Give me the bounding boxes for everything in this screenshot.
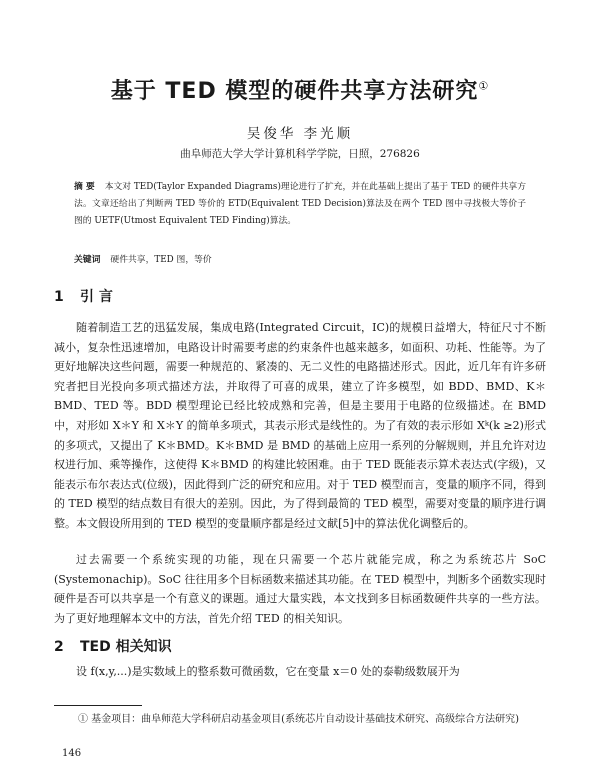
affiliation: 曲阜师范大学大学计算机科学学院，日照，276826 [180, 148, 420, 160]
section-heading-ted [54, 636, 172, 656]
author-list: 吴俊华 李光顺 [246, 126, 354, 142]
footnote-rule [54, 705, 142, 706]
section-number: 1 [54, 289, 64, 305]
footnote: ① 基金项目：曲阜师范大学科研启动基金项目(系统芯片自动设计基础技术研究、高级综合方法研究) [78, 714, 519, 725]
abstract [74, 179, 526, 230]
section-heading-intro [54, 286, 113, 306]
page-number: 146 [62, 748, 82, 759]
section-title: TED 相关知识 [80, 639, 172, 655]
body-paragraph-2: 过去需要一个系统实现的功能，现在只需要一个芯片就能完成，称之为系统芯片 SoC (Systemonachip)。SoC 往往用多个目标函数来描述其功能。在 TED 模型中，判断多个函数实现时硬件是否可以共享是一个有意义的课题。通过大量实践，本文找到多目标函数硬件共享的一些方法。为了更好地理解本文中的方法，首先介绍 TED 的相关知识。 [54, 553, 546, 625]
title-footnote-mark: ① [478, 79, 490, 93]
body-paragraph-3: 设 f(x,y,...)是实数域上的整系数可微函数，它在变量 x＝0 处的泰勒级数展开为 [76, 665, 460, 678]
keywords-text: 硬件共享，TED 图，等价 [110, 255, 212, 265]
body-paragraph-1: 随着制造工艺的迅猛发展，集成电路(Integrated Circuit，IC)的规模日益增大，特征尺寸不断减小，复杂性迅速增加，电路设计时需要考虑的约束条件也越来越多，如面积、功耗、性能等。为了更好地解决这些问题，需要一种规范的、紧凑的、无二义性的电路描述形式。因此，近几年有许多研究者把目光投向多项式描述方法，并取得了可喜的成果，建立了许多模型，如 BDD、BMD、K＊BMD、TED 等。BDD 模型理论已经比较成熟和完善，但是主要用于电路的位级描述。在 BMD 中，对形如 X＊Y 和 X＊Y 的简单多项式，其表示形式是线性的。为了有效的表示形如 Xᵏ(k ≥2)形式的多项式，又提出了 K＊BMD。K＊BMD 是 BMD 的基础上应用一系列的分解规则，并且允许对边权进行加、乘等操作，这使得 K＊BMD 的构建比较困难。由于 TED 既能表示算术表达式(字级)，又能表示布尔表达式(位级)，因此得到广泛的研究和应用。对于 TED 模型而言，变量的顺序不同，得到的 TED 模型的结点数目有很大的差别。因此，为了得到最简的 TED 模型，需要对变量的顺序进行调整。本文假设所用到的 TED 模型的变量顺序都是经过文献[5]中的算法优化调整后的。 [54, 321, 546, 530]
paper-title [40, 74, 560, 105]
keywords [74, 252, 526, 265]
paper-title-text: 基于 TED 模型的硬件共享方法研究 [110, 79, 479, 104]
section-title: 引 言 [80, 289, 113, 305]
abstract-label: 摘 要 [74, 182, 95, 192]
section-number: 2 [54, 639, 64, 655]
abstract-text: 本文对 TED(Taylor Expanded Diagrams)理论进行了扩充，并在此基础上提出了基于 TED 的硬件共享方法。文章还给出了判断两 TED 等价的 ETD(Equivalent TED Decision)算法及在两个 TED 图中寻找极大等价子图的 UETF(Utmost Equivalent TED Finding)算法。 [74, 182, 526, 226]
keywords-label: 关键词 [74, 255, 101, 265]
